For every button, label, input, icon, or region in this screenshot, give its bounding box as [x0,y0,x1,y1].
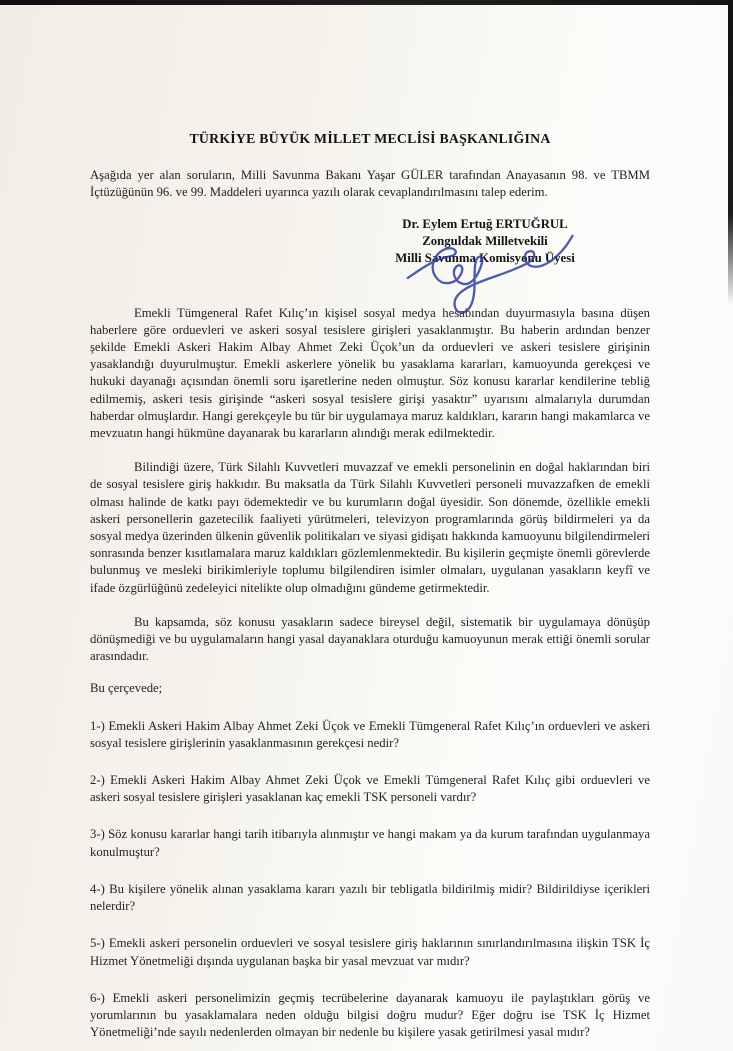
signer-name: Dr. Eylem Ertuğ ERTUĞRUL [402,216,568,231]
scan-border-right [728,0,733,305]
body-paragraph-3: Bu kapsamda, söz konusu yasakların sadece bireysel değil, sistematik bir uygulamaya dönüşüp dönüşmediği ve bu uygulamaların hangi yasal dayanaklara oturduğu kamuoyunun merak ettiği önemli sorular arasındadır. [90,614,650,664]
document-body [90,130,650,1041]
question-item-1: 1-) Emekli Askeri Hakim Albay Ahmet Zeki Üçok ve Emekli Tümgeneral Rafet Kılıç’ın orduevleri ve askeri sosyal tesislere girişlerinin yasaklanmasının gerekçesi nedir? [90,718,650,750]
signer-title: Zonguldak Milletvekili [422,233,548,248]
body-paragraph-1: Emekli Tümgeneral Rafet Kılıç’ın kişisel sosyal medya hesabından duyurmasıyla basına düşen haberlere göre orduevleri ve askeri sosyal tesislere girişleri yasaklanmıştır. Bu haberin ardından benzer şekilde Emekli Askeri Hakim Albay Ahmet Zeki Üçok’un da orduevleri ve askeri tesislere girişinin yasaklandığı duyurulmuştur. Emekli askerlere yönelik bu yasaklama kararları, kamuoyunda gerekçesi ve hukuki dayanağı açısından önemli soru işaretlerine neden olmuştur. Söz konusu kararlar kendilerine tebliğ edilmemiş, askeri tesis girişinde “askeri sosyal tesislere girişi yasaktır” uyarısını almalarıyla durumdan haberdar olmuşlardır. Hangi gerekçeyle bu tür bir uygulamaya maruz kaldıkları, kararın hangi makamlarca ve mevzuatın hangi hükmüne dayanarak bu kararların alındığı merak edilmektedir. [90,305,650,441]
question-item-4: 4-) Bu kişilere yönelik alınan yasaklama kararı yazılı bir tebligatla bildirilmiş midir? Bildirildiyse içerikleri nelerdir? [90,881,650,914]
lead-in-line: Bu çerçevede; [90,681,163,696]
scan-border-top [0,0,733,5]
body-paragraph-2: Bilindiği üzere, Türk Silahlı Kuvvetleri muvazzaf ve emekli personelinin en doğal haklarından biri de sosyal tesislere giriş hakkıdır. Bu maksatla da Türk Silahlı Kuvvetleri personeli muvazzafken de emekli olması halinde de katkı payı ödemektedir ve bu kurumların doğal üyesidir. Son dönemde, özellikle emekli askeri personellerin gazetecilik faaliyeti yürütmeleri, televizyon programlarında görüş bildirmeleri ya da sosyal medya üzerinden ülkenin güvenlik politikaları ve siyasi gidişatı hakkında kamuoyunu bilgilendirmeleri sonrasında benzer kısıtlamalara maruz kaldıkları gözlemlenmektedir. Bu kişilerin geçmişte önemli görevlerde bulunmuş ve mesleki birikimleriyle toplumu bilgilendiren isimler olmaları, uygulanan yasakların keyfî ve ifade özgürlüğünü zedeleyici nitelikte olup olmadığını gündeme getirmektedir. [90,460,650,595]
signature-block [344,216,626,267]
question-item-6: 6-) Emekli askeri personelimizin geçmiş tecrübelerine dayanarak kamuoyu ile paylaştıkları görüş ve yorumlarının bu yasaklamalara neden olduğu bilgisi doğru mudur? Eğer doğru ise TSK İç Hizmet Yönetmeliği’nde sayılı nedenlerden olmayan bir nedenle bu kişilere yasak getirilmesi yasal mıdır? [90,990,650,1040]
question-item-3: 3-) Söz konusu kararlar hangi tarih itibarıyla alınmıştır ve hangi makam ya da kurum tarafından uygulanmaya konulmuştur? [90,827,650,859]
signer-role: Milli Savunma Komisyonu Üyesi [395,250,575,265]
question-item-5: 5-) Emekli askeri personelin orduevleri ve sosyal tesislere giriş haklarının sınırlandırılmasına ilişkin TSK İç Hizmet Yönetmeliği dışında uygulanan başka bir yasal mevzuat var mıdır? [90,936,650,968]
intro-paragraph: Aşağıda yer alan soruların, Milli Savunma Bakanı Yaşar GÜLER tarafından Anayasanın 98. ve TBMM İçtüzüğünün 96. ve 99. Maddeleri uyarınca yazılı olarak cevaplandırılmasını talep ederim. [90,168,650,200]
question-item-2: 2-) Emekli Askeri Hakim Albay Ahmet Zeki Üçok ve Emekli Tümgeneral Rafet Kılıç gibi orduevleri ve askeri sosyal tesislere girişleri yasaklanan kaç emekli TSK personeli vardır? [90,773,650,805]
document-title: TÜRKİYE BÜYÜK MİLLET MECLİSİ BAŞKANLIĞINA [189,131,551,146]
